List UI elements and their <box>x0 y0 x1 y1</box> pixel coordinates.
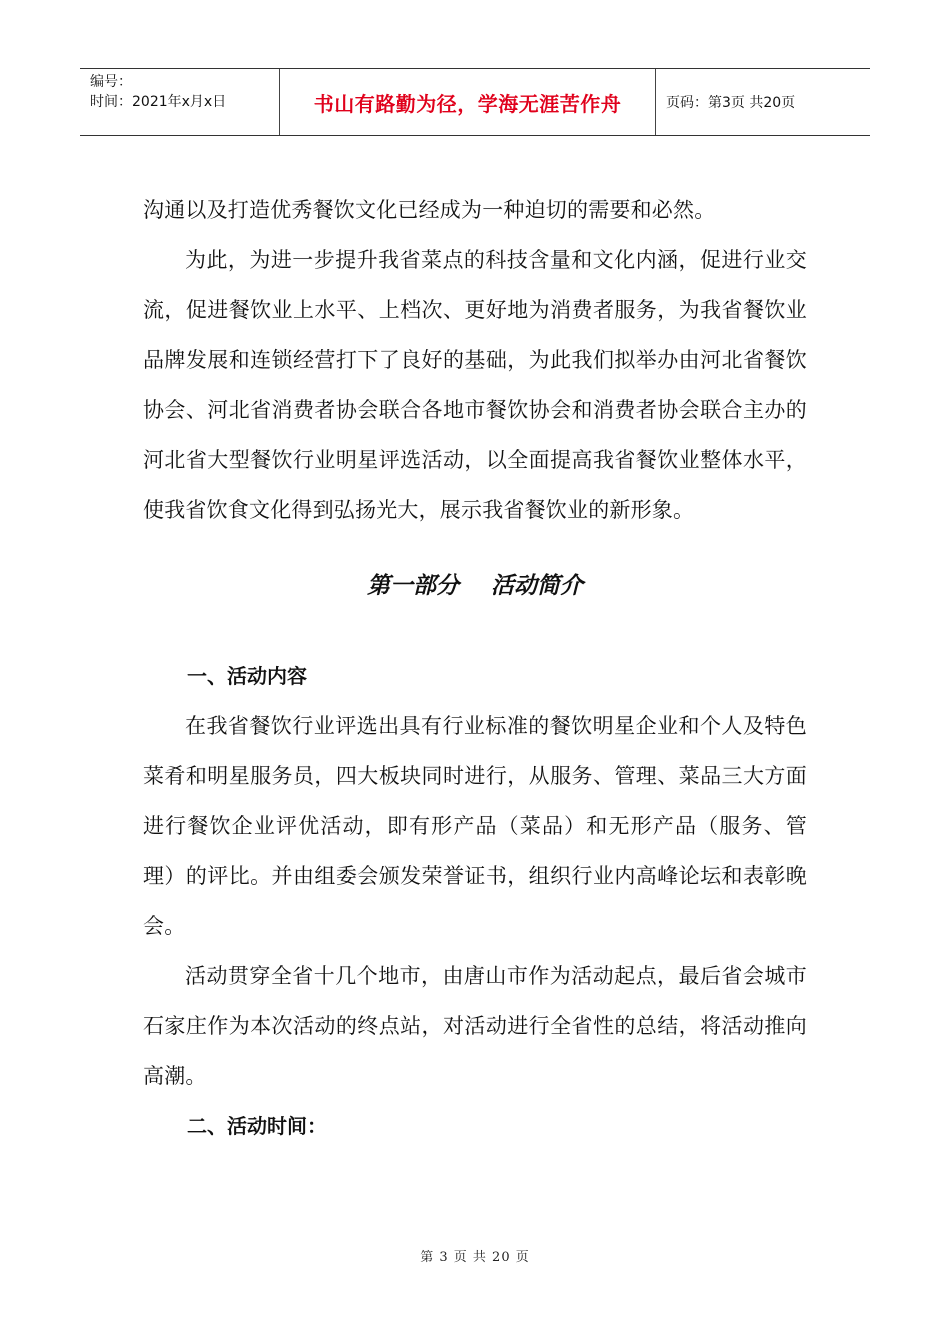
document-body <box>143 185 807 1151</box>
heading-activity-content: 一、活动内容 <box>187 664 307 688</box>
page-footer: 第 3 页 共 20 页 <box>420 1250 530 1265</box>
paragraph-activity-route: 活动贯穿全省十几个地市，由唐山市作为活动起点，最后省会城市石家庄作为本次活动的终点站，对活动进行全省性的总结，将活动推向高潮。 <box>143 964 807 1088</box>
header-meta-cell <box>80 69 280 135</box>
paragraph-purpose: 为此，为进一步提升我省菜点的科技含量和文化内涵，促进行业交流，促进餐饮业上水平、上档次、更好地为消费者服务，为我省餐饮业品牌发展和连锁经营打下了良好的基础，为此我们拟举办由河北省餐饮协会、河北省消费者协会联合各地市餐饮协会和消费者协会联合主办的河北省大型餐饮行业明星评选活动，以全面提高我省餐饮业整体水平， 使我省饮食文化得到弘扬光大，展示我省餐饮业的新形象。 <box>143 248 807 522</box>
paragraph-continuation: 沟通以及打造优秀餐饮文化已经成为一种迫切的需要和必然。 <box>143 198 716 222</box>
paragraph-activity-content: 在我省餐饮行业评选出具有行业标准的餐饮明星企业和个人及特色菜肴和明星服务员，四大板块同时进行，从服务、管理、菜品三大方面进行餐饮企业评优活动，即有形产品（菜品）和无形产品（服务、管理）的评比。并由组委会颁发荣誉证书，组织行业内高峰论坛和表彰晚会。 <box>143 714 807 938</box>
header-page-info: 页码：第3页 共20页 <box>666 95 796 111</box>
section-title: 第一部分 活动简介 <box>366 573 584 599</box>
header-number-label: 编号： <box>90 74 132 90</box>
heading-activity-time: 二、活动时间： <box>187 1114 327 1138</box>
document-header <box>80 68 870 136</box>
header-motto: 书山有路勤为径，学海无涯苦作舟 <box>280 69 656 135</box>
header-date-label: 时间：2021年x月x日 <box>90 94 227 110</box>
